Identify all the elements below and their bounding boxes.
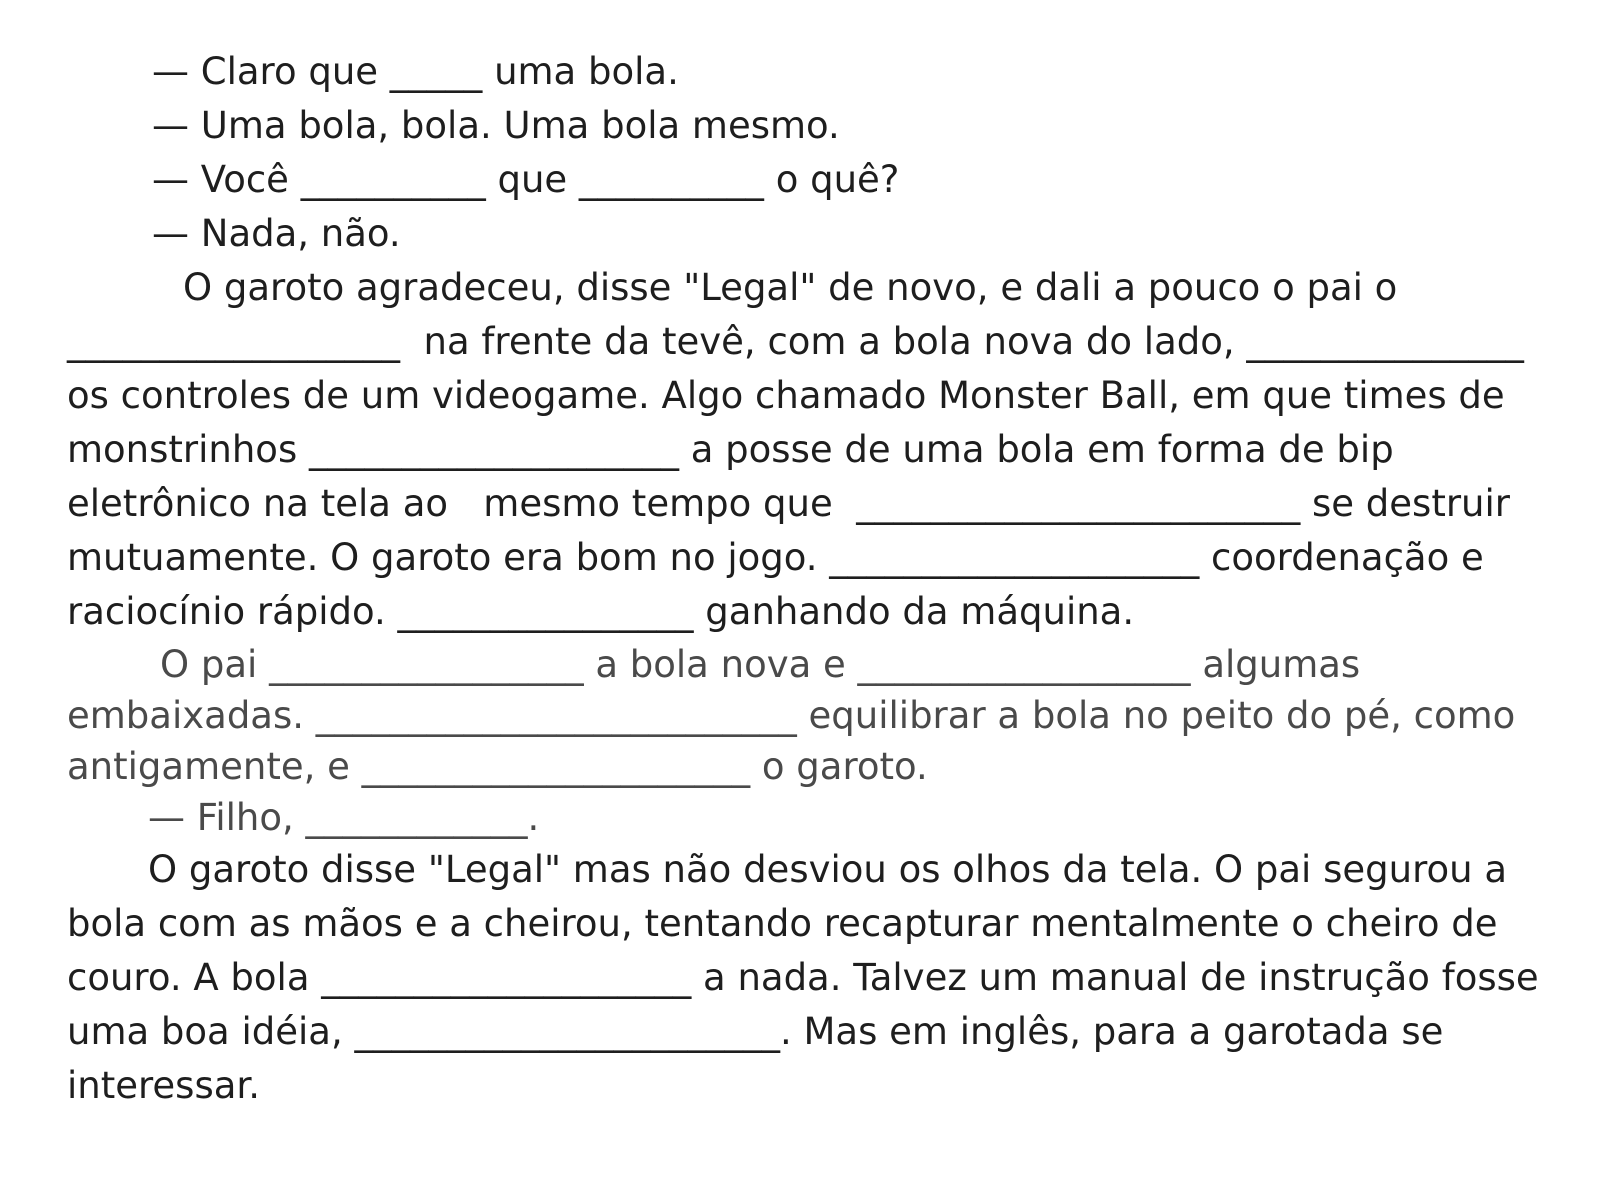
text-line: os controles de um videogame. Algo chamado Monster Ball, em que times de bbox=[67, 374, 1505, 417]
text-line: uma boa idéia, _______________________. Mas em inglês, para a garotada se bbox=[67, 1010, 1444, 1053]
text-line: O garoto agradeceu, disse "Legal" de novo, e dali a pouco o pai o bbox=[183, 266, 1398, 309]
text-line: raciocínio rápido. ________________ ganhando da máquina. bbox=[67, 590, 1135, 633]
text-line: — Filho, ____________. bbox=[148, 796, 540, 839]
text-line: embaixadas. __________________________ equilibrar a bola no peito do pé, como bbox=[67, 694, 1516, 737]
text-line: interessar. bbox=[67, 1064, 260, 1107]
text-line: monstrinhos ____________________ a posse de uma bola em forma de bip bbox=[67, 428, 1394, 471]
text-line: __________________ na frente da tevê, com a bola nova do lado, _______________ bbox=[67, 320, 1524, 363]
text-line: couro. A bola ____________________ a nada. Talvez um manual de instrução fosse bbox=[67, 956, 1539, 999]
text-line: — Claro que _____ uma bola. bbox=[152, 50, 679, 93]
text-line: O garoto disse "Legal" mas não desviou os olhos da tela. O pai segurou a bbox=[148, 848, 1507, 891]
text-line: O pai _________________ a bola nova e __________________ algumas bbox=[160, 643, 1361, 686]
text-line: — Uma bola, bola. Uma bola mesmo. bbox=[152, 104, 840, 147]
text-line: antigamente, e _____________________ o garoto. bbox=[67, 745, 928, 788]
text-line: eletrônico na tela ao mesmo tempo que ________________________ se destruir bbox=[67, 482, 1510, 525]
text-line: — Você __________ que __________ o quê? bbox=[152, 158, 900, 201]
text-line: bola com as mãos e a cheirou, tentando recapturar mentalmente o cheiro de bbox=[67, 902, 1498, 945]
text-line: — Nada, não. bbox=[152, 212, 401, 255]
text-line: mutuamente. O garoto era bom no jogo. ____________________ coordenação e bbox=[67, 536, 1484, 579]
